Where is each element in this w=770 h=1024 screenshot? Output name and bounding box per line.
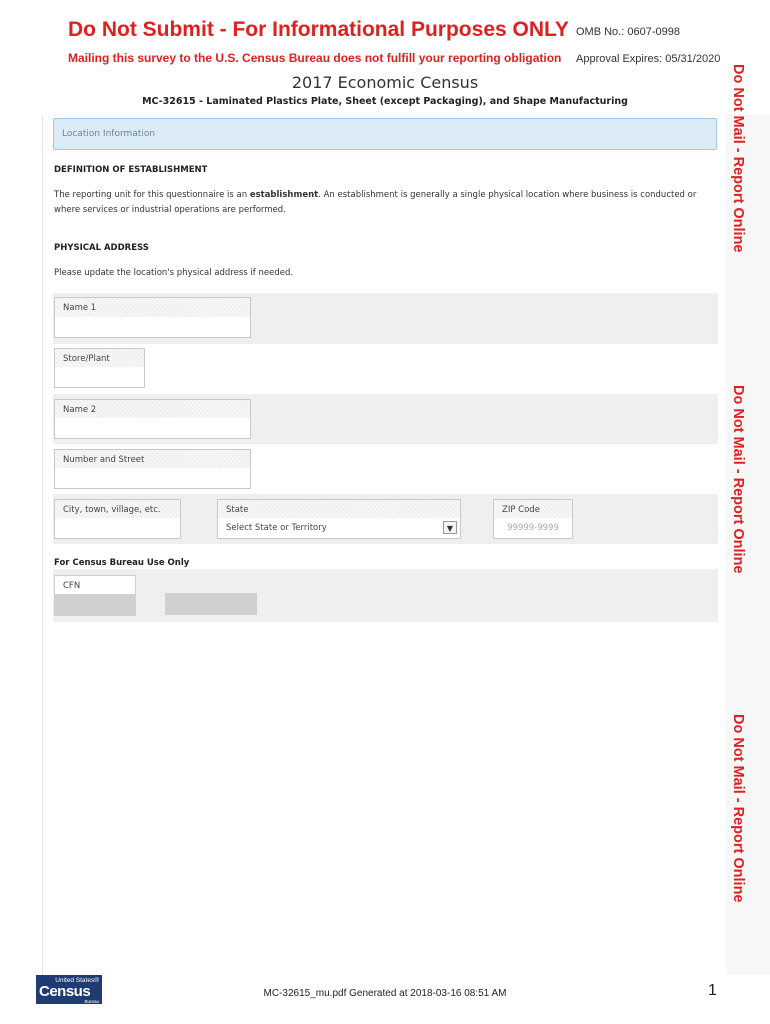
omb-number: OMB No.: 0607-0998: [576, 26, 680, 38]
city-field[interactable]: [54, 499, 181, 539]
side-banner-top: Do Not Mail - Report Online: [730, 64, 746, 253]
street-field[interactable]: [54, 449, 251, 489]
name1-input[interactable]: [55, 317, 250, 337]
cfn-input: [55, 594, 135, 615]
name2-field[interactable]: [54, 399, 251, 439]
census-title: 2017 Economic Census: [291, 73, 479, 92]
street-label: Number and Street: [55, 450, 250, 470]
side-banner-middle: Do Not Mail - Report Online: [730, 385, 746, 574]
state-selected-value: Select State or Territory: [226, 523, 327, 533]
name2-label: Name 2: [55, 400, 250, 420]
census-use-heading: For Census Bureau Use Only: [54, 558, 190, 568]
zip-field[interactable]: [493, 499, 573, 539]
street-input[interactable]: [55, 468, 250, 488]
form-title: MC-32615 - Laminated Plastics Plate, Sheet (except Packaging), and Shape Manufacturing: [142, 96, 628, 107]
state-label: State: [218, 500, 460, 520]
store-plant-field[interactable]: [54, 348, 145, 388]
approval-expires: Approval Expires: 05/31/2020: [576, 53, 721, 65]
physical-address-heading: PHYSICAL ADDRESS: [54, 243, 149, 253]
footer-generated: MC-32615_mu.pdf Generated at 2018-03-16 08:51 AM: [263, 988, 507, 999]
page-number: 1: [708, 982, 717, 999]
zip-label: ZIP Code: [494, 500, 572, 520]
state-select[interactable]: [218, 518, 460, 538]
store-plant-label: Store/Plant: [55, 349, 144, 369]
cfn-label: CFN: [55, 576, 135, 596]
state-field[interactable]: [217, 499, 461, 539]
row-bg-cfn: [53, 569, 718, 622]
city-label: City, town, village, etc.: [55, 500, 180, 520]
section-title: Location Information: [62, 129, 156, 139]
name1-field[interactable]: [54, 297, 251, 338]
chevron-down-icon[interactable]: ▼: [443, 521, 457, 534]
definition-heading: DEFINITION OF ESTABLISHMENT: [54, 165, 208, 175]
do-not-submit-warning: Do Not Submit - For Informational Purposes ONLY: [68, 18, 569, 41]
cfn-extra-input: [165, 593, 257, 615]
section-header-location[interactable]: [53, 118, 717, 150]
side-banner-bottom: Do Not Mail - Report Online: [730, 714, 746, 903]
mailing-notice: Mailing this survey to the U.S. Census Bureau does not fulfill your reporting obligation: [68, 51, 562, 65]
zip-input[interactable]: 99999-9999: [494, 518, 572, 538]
establishment-term: establishment: [249, 190, 319, 200]
cfn-field: [54, 575, 136, 616]
name1-label: Name 1: [55, 298, 250, 318]
name2-input[interactable]: [55, 418, 250, 438]
city-input[interactable]: [55, 518, 180, 538]
store-plant-input[interactable]: [55, 367, 144, 387]
census-bureau-logo: United States® Census Bureau: [36, 975, 102, 1004]
address-instruction: Please update the location's physical address if needed.: [54, 268, 294, 278]
definition-text: The reporting unit for this questionnaire is an establishment. An establishment is generally a single physical location where business is conducted or where services or industrial operations are performed.: [54, 190, 697, 215]
